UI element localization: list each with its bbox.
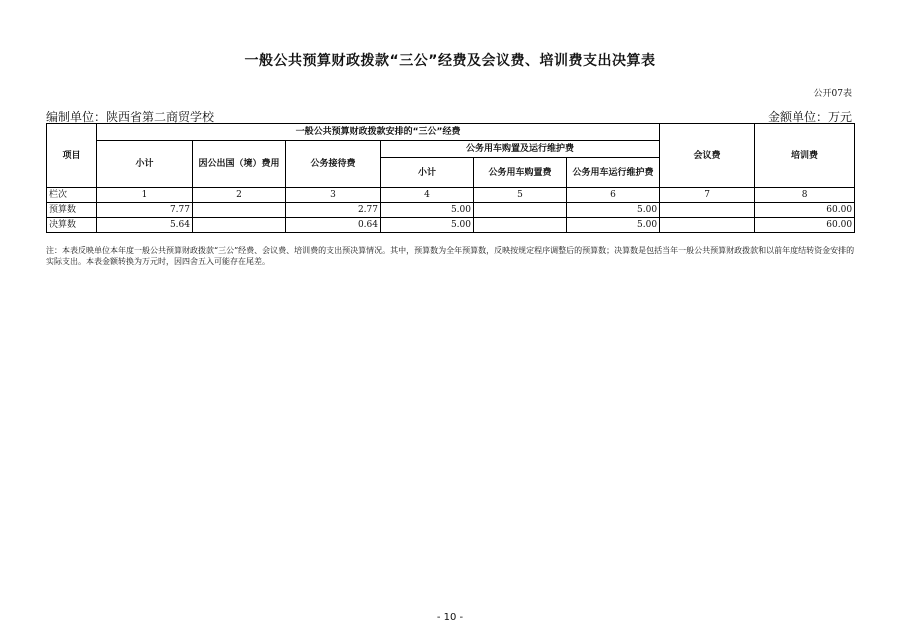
header-vehicle-subtotal: 小计 (381, 158, 474, 188)
table-note: 注：本表反映单位本年度一般公共预算财政拨款“三公”经费、会议费、培训费的支出预决算情况。其中，预算数为全年预算数，反映按规定程序调整后的预算数；决算数是包括当年一般公共预算财政拨款和以前年度结转资金安排的实际支出。本表金额转换为万元时，因四舍五入可能存在尾差。 (46, 246, 855, 266)
expenditure-table (46, 123, 855, 233)
table-row-column-index (47, 188, 855, 203)
table-cell: 7.77 (97, 203, 193, 218)
header-reception: 公务接待费 (286, 141, 381, 188)
row-label: 预算数 (47, 203, 97, 218)
header-item: 项目 (47, 124, 97, 188)
table-cell (193, 218, 286, 233)
table-cell: 5.64 (97, 218, 193, 233)
header-subtotal: 小计 (97, 141, 193, 188)
row-label: 决算数 (47, 218, 97, 233)
table-cell: 7 (660, 188, 755, 203)
table-cell: 4 (381, 188, 474, 203)
table-cell: 3 (286, 188, 381, 203)
table-cell: 1 (97, 188, 193, 203)
table-cell: 5.00 (567, 218, 660, 233)
table-cell: 5 (474, 188, 567, 203)
amount-unit: 金额单位：万元 (767, 110, 852, 124)
table-cell: 2.77 (286, 203, 381, 218)
page-number: - 10 - (436, 612, 464, 623)
table-cell (193, 203, 286, 218)
table-cell (660, 203, 755, 218)
table-cell: 0.64 (286, 218, 381, 233)
table-cell: 5.00 (381, 203, 474, 218)
report-title: 一般公共预算财政拨款“三公”经费及会议费、培训费支出决算表 (244, 53, 656, 69)
table-cell: 6 (567, 188, 660, 203)
row-label: 栏次 (47, 188, 97, 203)
table-cell: 2 (193, 188, 286, 203)
table-cell: 60.00 (755, 218, 855, 233)
table-row-budget (47, 203, 855, 218)
table-row-final-accounts (47, 218, 855, 233)
compiling-unit: 编制单位：陕西省第二商贸学校 (46, 110, 215, 124)
table-cell (660, 218, 755, 233)
table-cell: 60.00 (755, 203, 855, 218)
form-number: 公开07表 (813, 89, 852, 99)
header-three-public-group: 一般公共预算财政拨款安排的“三公”经费 (97, 124, 660, 141)
header-training: 培训费 (755, 124, 855, 188)
table-cell: 5.00 (567, 203, 660, 218)
table-cell: 5.00 (381, 218, 474, 233)
table-cell: 8 (755, 188, 855, 203)
header-vehicle-purchase: 公务用车购置费 (474, 158, 567, 188)
table-cell (474, 203, 567, 218)
header-vehicle-group: 公务用车购置及运行维护费 (381, 141, 660, 158)
header-meeting: 会议费 (660, 124, 755, 188)
header-vehicle-operation: 公务用车运行维护费 (567, 158, 660, 188)
header-abroad: 因公出国（境）费用 (193, 141, 286, 188)
table-cell (474, 218, 567, 233)
